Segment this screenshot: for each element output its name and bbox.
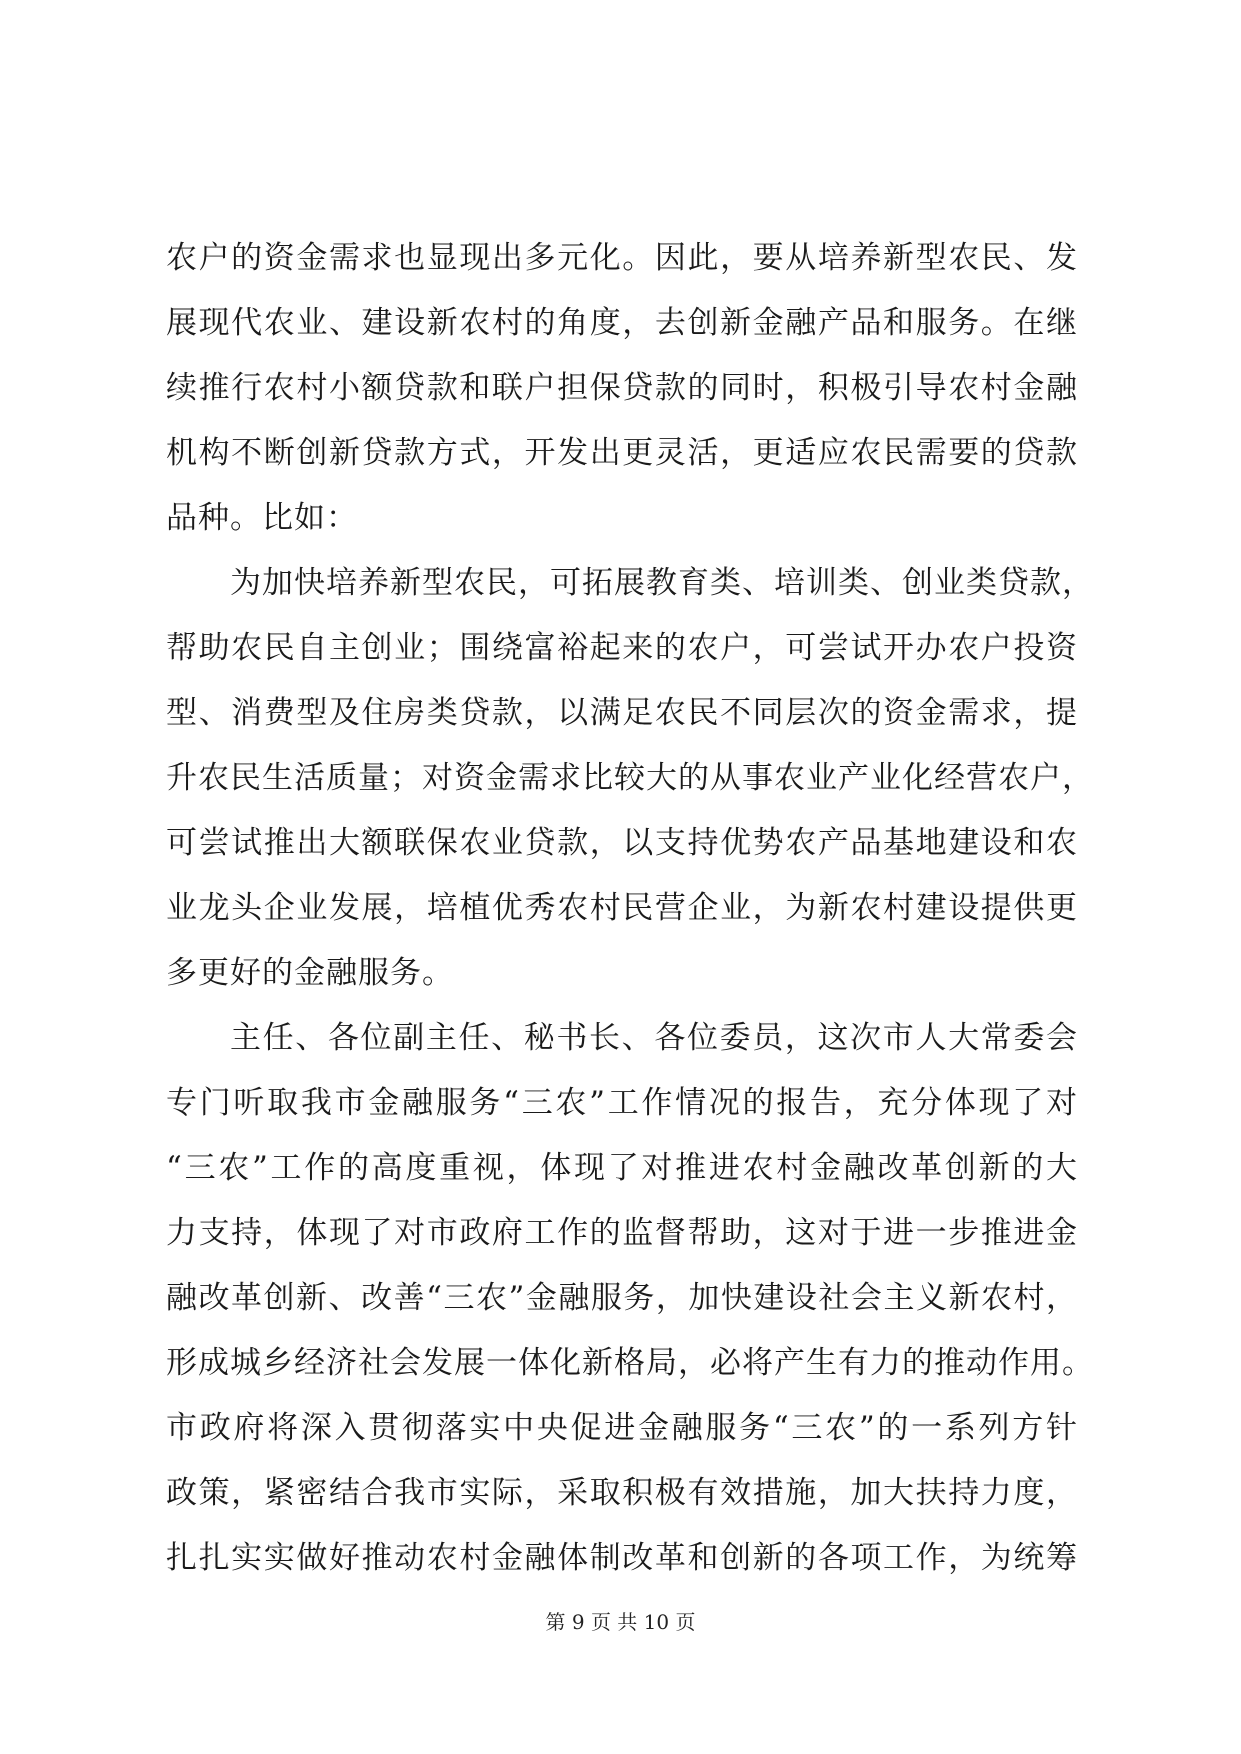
text-line: 帮助农民自主创业；围绕富裕起来的农户，可尝试开办农户投资 xyxy=(166,630,1078,666)
text-line: 升农民生活质量；对资金需求比较大的从事农业产业化经营农户， xyxy=(166,760,1094,796)
text-line: 形成城乡经济社会发展一体化新格局，必将产生有力的推动作用。 xyxy=(166,1345,1094,1381)
text-line: 型、消费型及住房类贷款，以满足农民不同层次的资金需求，提 xyxy=(166,695,1078,731)
text-line: 专门听取我市金融服务“三农”工作情况的报告，充分体现了对 xyxy=(166,1085,1078,1121)
text-line: 农户的资金需求也显现出多元化。因此，要从培养新型农民、发 xyxy=(166,240,1078,276)
text-line: 机构不断创新贷款方式，开发出更灵活，更适应农民需要的贷款 xyxy=(166,435,1078,471)
text-line: 为加快培养新型农民，可拓展教育类、培训类、创业类贷款， xyxy=(230,565,1094,601)
text-line: 多更好的金融服务。 xyxy=(166,955,454,991)
text-line: 主任、各位副主任、秘书长、各位委员，这次市人大常委会 xyxy=(230,1020,1078,1056)
text-line: 扎扎实实做好推动农村金融体制改革和创新的各项工作，为统筹 xyxy=(166,1540,1078,1576)
text-line: 力支持，体现了对市政府工作的监督帮助，这对于进一步推进金 xyxy=(166,1215,1078,1251)
text-line: 业龙头企业发展，培植优秀农村民营企业，为新农村建设提供更 xyxy=(166,890,1078,926)
text-line: 展现代农业、建设新农村的角度，去创新金融产品和服务。在继 xyxy=(166,305,1078,341)
body-text xyxy=(166,226,1094,1591)
text-line: “三农”工作的高度重视，体现了对推进农村金融改革创新的大 xyxy=(166,1150,1078,1186)
text-line: 政策，紧密结合我市实际，采取积极有效措施，加大扶持力度， xyxy=(166,1475,1078,1511)
text-line: 品种。比如： xyxy=(166,500,358,536)
page-number: 第 9 页 共 10 页 xyxy=(545,1610,696,1634)
text-line: 可尝试推出大额联保农业贷款，以支持优势农产品基地建设和农 xyxy=(166,825,1078,861)
text-line: 市政府将深入贯彻落实中央促进金融服务“三农”的一系列方针 xyxy=(166,1410,1078,1446)
text-line: 续推行农村小额贷款和联户担保贷款的同时，积极引导农村金融 xyxy=(166,370,1078,406)
text-line: 融改革创新、改善“三农”金融服务，加快建设社会主义新农村， xyxy=(166,1280,1078,1316)
